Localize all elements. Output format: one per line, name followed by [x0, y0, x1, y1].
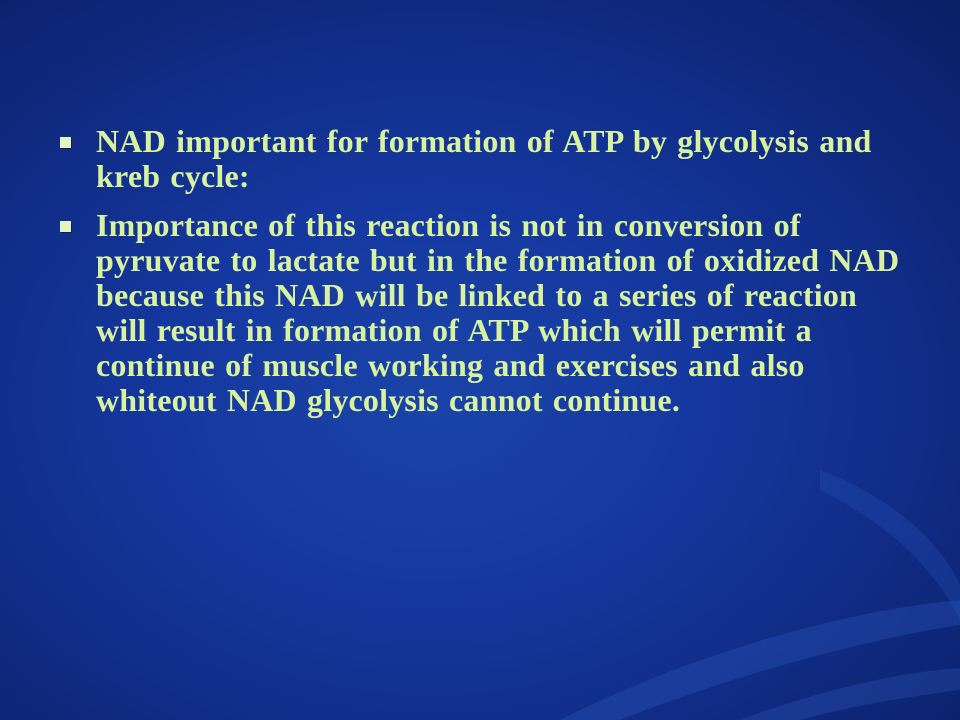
square-bullet-icon	[60, 221, 71, 232]
bullet-item-nad-importance	[60, 124, 910, 194]
square-bullet-icon	[60, 137, 71, 148]
bullet-list	[60, 124, 910, 432]
bullet-text: NAD important for formation of ATP by glycolysis and kreb cycle:	[96, 123, 872, 194]
bullet-item-reaction-importance	[60, 208, 910, 418]
bullet-text: Importance of this reaction is not in conversion of pyruvate to lactate but in the formation of oxidized NAD because this NAD will be linked to a series of reaction will result in formation of ATP which will permit a continue of muscle working and exercises and also whiteout NAD glycolysis cannot continue.	[96, 207, 900, 418]
